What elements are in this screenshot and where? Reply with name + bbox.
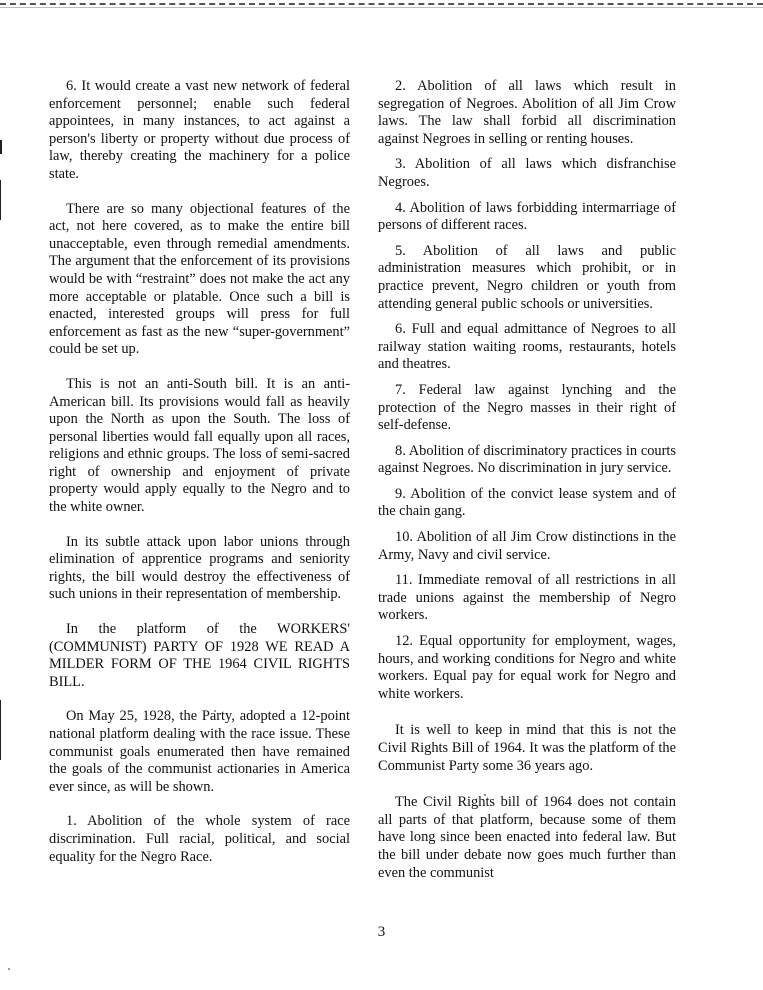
scan-top-rule (0, 7, 763, 8)
paragraph: In the platform of the WORKERS' (COMMUNIST) PARTY OF 1928 WE READ A MILDER FORM OF THE 1964 CIVIL RIGHTS BILL. (49, 621, 350, 690)
paragraph: 7. Federal law against lynching and the protection of the Negro masses in their right of self-defense. (378, 381, 676, 434)
paragraph: There are so many objectional features of the act, not here covered, as to make the entire bill unacceptable, even through remedial amendments. The argument that the enforcement of its provisions would be with “restraint” does not make the act any more acceptable or platable. Once such a bill is enacted, interested groups will press for full enforcement as fast as the new “super-government” could be set up. (49, 200, 350, 358)
left-column (49, 78, 350, 866)
paragraph: 12. Equal opportunity for employment, wages, hours, and working conditions for Negro and white workers. Equal pay for equal work for Negro and white workers. (378, 633, 676, 702)
paragraph: 9. Abolition of the convict lease system and of the chain gang. (378, 485, 676, 520)
paragraph: 11. Immediate removal of all restrictions in all trade unions against the membership of Negro workers. (378, 572, 676, 624)
paragraph: 6. Full and equal admittance of Negroes to all railway station waiting rooms, restaurants, hotels and theatres. (378, 321, 676, 373)
paragraph: 3. Abolition of all laws which disfranchise Negroes. (378, 156, 676, 190)
paragraph: 2. Abolition of all laws which result in segregation of Negroes. Abolition of all Jim Crow laws. The law shall forbid all discrimination against Negroes in selling or renting houses. (378, 78, 676, 147)
scan-top-border (0, 3, 763, 5)
scan-edge-mark (0, 180, 1, 220)
paragraph: The Civil Rights bill of 1964 does not contain all parts of that platform, because some of them have long since been enacted into federal law. But the bill under debate now goes much further than even the communist (378, 794, 676, 881)
paragraph: 4. Abolition of laws forbidding intermarriage of persons of different races. (378, 199, 676, 234)
scan-speck (8, 968, 10, 970)
paragraph: 6. It would create a vast new network of federal enforcement personnel; enable such federal appointees, in many instances, to act against a person's liberty or property without due process of law, thereby creating the machinery for a police state. (49, 78, 350, 182)
paragraph: 5. Abolition of all laws and public administration measures which prohibit, or in practice prevent, Negro children or youth from attending general public schools or universities. (378, 242, 676, 312)
paragraph: 10. Abolition of all Jim Crow distinctions in the Army, Navy and civil service. (378, 529, 676, 563)
paragraph: In its subtle attack upon labor unions through elimination of apprentice programs and seniority rights, the bill would destroy the effectiveness of such unions in their representation of membership. (49, 533, 350, 603)
paragraph: 1. Abolition of the whole system of race discrimination. Full racial, political, and social equality for the Negro Race. (49, 813, 350, 865)
right-column (378, 78, 676, 882)
paragraph: 8. Abolition of discriminatory practices in courts against Negroes. No discrimination in jury service. (378, 442, 676, 477)
page-number: 3 (377, 924, 386, 940)
paragraph: This is not an anti-South bill. It is an anti-American bill. Its provisions would fall as heavily upon the North as upon the South. The loss of personal liberties would fall equally upon all races, religions and ethnic groups. The loss of semi-sacred right of ownership and enjoyment of private property would apply equally to the Negro and to the white owner. (49, 375, 350, 516)
paragraph: On May 25, 1928, the Party, adopted a 12-point national platform dealing with the race issue. These communist goals enumerated then have remained the goals of the communist actionaries in America ever since, as will be shown. (49, 708, 350, 795)
scan-edge-mark (0, 700, 1, 760)
scan-edge-mark (0, 140, 2, 154)
paragraph: It is well to keep in mind that this is not the Civil Rights Bill of 1964. It was the platform of the Communist Party some 36 years ago. (378, 722, 676, 774)
